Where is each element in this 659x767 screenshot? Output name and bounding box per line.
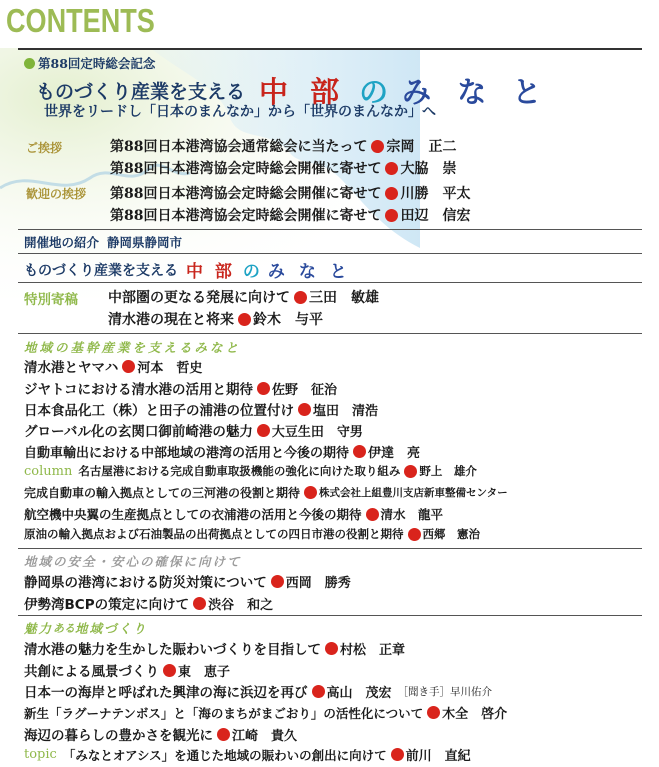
top-rule [18,48,642,50]
bullet-icon [312,685,325,698]
topic-label: topic [24,747,57,762]
bullet-icon [294,291,307,304]
label-kangei [26,185,86,202]
bullet-icon [122,360,135,373]
base-industry-heading-text: 地域の基幹産業を支えるみなと [24,340,242,355]
attraction-heading-c: 地域づくり [75,621,148,636]
article-row[interactable] [24,638,405,658]
article-author: 西郷 憲治 [422,527,480,541]
venue-row[interactable] [24,233,182,251]
special-title: 中部圏の更なる発展に向けて [108,290,290,306]
special-author: 鈴木 与平 [253,312,323,328]
article-row[interactable] [24,593,273,613]
article-title: ジヤトコにおける清水港の活用と期待 [24,382,253,398]
section2-a: ものづくり産業を支える [24,262,178,279]
headline-chubu: 中 部 [259,75,346,109]
article-title: 静岡県の港湾における防災対策について [24,575,267,591]
bullet-icon [404,465,417,478]
special-row[interactable] [108,309,323,329]
bullet-icon [366,508,379,521]
article-author: 株式会社上組豊川支店新車整備センター [319,487,508,499]
safety-heading [24,552,242,570]
greeting-row[interactable] [110,158,456,178]
article-author: 渋谷 和之 [208,597,274,613]
bullet-icon [408,528,421,541]
bullet-icon [238,313,251,326]
greeting-author: 田辺 信宏 [400,208,471,224]
safety-heading-text: 地域の安全・安心の確保に向けて [24,554,242,569]
article-author: 西岡 勝秀 [285,575,351,591]
greeting-row[interactable] [110,136,456,156]
article-author: 塩田 清浩 [313,403,379,419]
article-title: 日本食品化工（株）と田子の浦港の位置付け [24,403,294,419]
attraction-heading-a: 魅力 [24,621,54,636]
bullet-icon [385,162,398,175]
bullet-icon [271,575,284,588]
divider [18,229,642,230]
bullet-icon [163,664,176,677]
venue-place: 静岡県静岡市 [107,235,183,250]
monozukuri-section-row[interactable] [24,257,351,282]
column-label: column [24,463,73,479]
feature-tagline: 世界をリードし「日本のまんなか」から「世界のまんなか」へ [44,104,436,120]
headline-part-a: ものづくり産業を支える [36,81,246,103]
article-title: 原油の輸入拠点および石油製品の出荷拠点としての四日市港の役割と期待 [24,527,404,541]
greeting-title: 第88回日本港湾協会定時総会開催に寄せて [110,161,382,177]
feature-tagline-row [44,101,436,121]
bullet-icon [298,403,311,416]
greeting-title: 第88回日本港湾協会定時総会開催に寄せて [110,186,382,202]
bullet-icon [217,728,230,741]
article-title: 伊勢湾BCPの策定に向けて [24,597,190,613]
article-row[interactable] [24,399,378,419]
article-row[interactable] [24,378,337,398]
section2-chubu: 中 部 [186,262,235,282]
kangei-label: 歓迎の挨拶 [26,187,87,201]
article-author: 高山 茂宏 [326,685,392,701]
bullet-icon [24,58,35,69]
headline-minato: み な と [402,75,550,109]
column-row[interactable] [24,463,477,479]
bullet-icon [385,187,398,200]
base-industry-heading [24,338,241,356]
contents-title: CONTENTS [6,2,155,39]
bullet-icon [304,486,317,499]
article-author: 大豆生田 守男 [271,424,363,440]
greeting-author: 大脇 崇 [400,161,457,177]
article-row[interactable] [24,571,351,591]
article-title: 清水港の魅力を生かした賑わいづくりを目指して [24,642,321,658]
article-row[interactable] [24,484,508,501]
greeting-row[interactable] [110,205,470,225]
special-author: 三田 敏雄 [309,290,379,306]
article-title: 海辺の暮らしの豊かさを観光に [24,728,213,744]
article-author: 河本 哲史 [137,360,203,376]
article-row[interactable] [24,356,202,376]
article-row[interactable] [24,660,230,680]
bullet-icon [325,642,338,655]
topic-author: 前川 直紀 [405,749,471,764]
section2-minato: み な と [267,262,351,282]
interviewer-note: ［聞き手］早川佑介 [397,685,493,698]
article-title: 自動車輸出における中部地域の港湾の活用と今後の期待 [24,446,350,461]
greeting-author: 宗岡 正二 [386,139,457,155]
bullet-icon [193,597,206,610]
article-title: 新生「ラグーナテンボス」と「海のまちがまごおり」の活性化について [24,705,424,721]
bullet-icon [371,140,384,153]
divider [18,615,642,616]
attraction-heading-b: ある [53,622,76,635]
article-title: 完成自動車の輸入拠点としての三河港の役割と期待 [24,486,301,500]
divider [18,333,642,334]
article-title: 航空機中央翼の生産拠点としての衣浦港の活用と今後の期待 [24,507,362,522]
bullet-icon [427,706,440,719]
topic-title: 「みなとオアシス」を通じた地域の賑わいの創出に向けて [62,747,387,763]
greeting-author: 川勝 平太 [400,186,471,202]
article-author: 村松 正章 [340,642,406,658]
section2-no: の [242,262,260,282]
article-row[interactable] [24,681,492,701]
article-row[interactable] [24,420,363,440]
article-author: 清水 龍平 [380,507,444,522]
article-title: 清水港とヤマハ [24,360,119,376]
bullet-icon [385,209,398,222]
feature-subtitle: 第88回定時総会記念 [38,56,156,71]
divider [18,548,642,549]
special-label-row [24,288,78,308]
divider [18,253,642,254]
special-title: 清水港の現在と将来 [108,312,234,328]
article-author: 江崎 貴久 [232,728,298,744]
special-row[interactable] [108,287,379,307]
article-row[interactable] [24,724,297,744]
greeting-title: 第88回日本港湾協会定時総会開催に寄せて [110,208,382,224]
bullet-icon [257,382,270,395]
column-title: 名古屋港における完成自動車取扱機能の強化に向けた取り組み [78,464,401,478]
article-title: グローバル化の玄関口御前崎港の魅力 [24,424,253,440]
goaisatsu-label: ご挨拶 [26,141,63,155]
label-goaisatsu [26,139,62,156]
article-author: 東 恵子 [178,664,231,680]
article-row[interactable] [24,703,507,722]
headline-no: の [359,75,389,109]
article-row[interactable] [24,442,420,461]
divider [18,282,642,283]
article-row[interactable] [24,505,443,523]
article-author: 木全 啓介 [442,707,508,722]
venue-label: 開催地の紹介 [24,235,100,250]
greeting-row[interactable] [110,183,470,203]
article-title: 日本一の海岸と呼ばれた興津の海に浜辺を再び [24,685,308,701]
attraction-heading [24,619,148,637]
column-author: 野上 雄介 [419,464,477,478]
article-title: 共創による風景づくり [24,664,159,680]
greeting-title: 第88回日本港湾協会通常総会に当たって [110,139,368,155]
article-author: 佐野 征治 [271,382,337,398]
article-row[interactable] [24,526,480,542]
bullet-icon [353,445,366,458]
topic-row[interactable] [24,745,471,764]
article-author: 伊達 亮 [368,446,421,461]
bullet-icon [391,748,404,761]
bullet-icon [257,424,270,437]
special-label: 特別寄稿 [24,292,78,308]
